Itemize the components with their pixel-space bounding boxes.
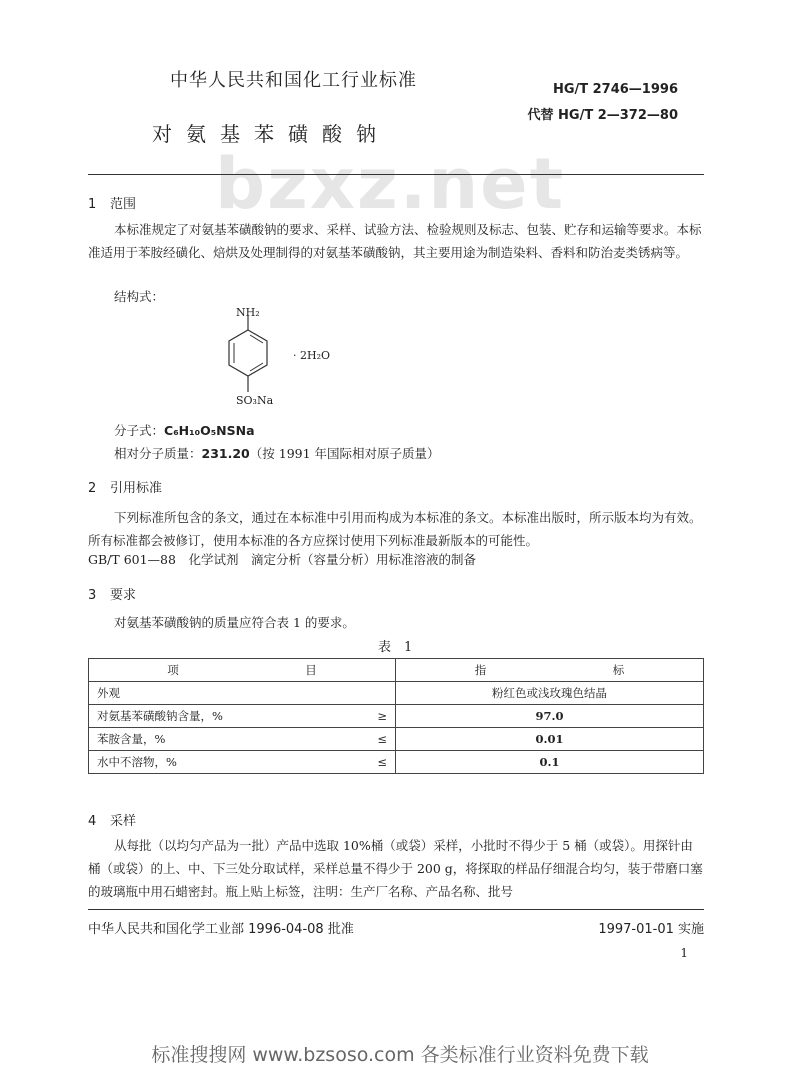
standard-name: 中华人民共和国化工行业标准 bbox=[170, 70, 417, 91]
formula-label: 分子式： bbox=[114, 423, 165, 438]
section-1-title: 范围 bbox=[110, 197, 137, 212]
approval-line: 中华人民共和国化学工业部 1996-04-08 批准 bbox=[88, 922, 354, 937]
implementation-date: 1997-01-01 实施 bbox=[598, 922, 704, 937]
row-operator: ≤ bbox=[335, 751, 396, 774]
row-value: 粉红色或浅玫瑰色结晶 bbox=[396, 682, 704, 705]
row-operator: ≥ bbox=[335, 705, 396, 728]
row-operator: ≤ bbox=[335, 728, 396, 751]
section-2-title: 引用标准 bbox=[110, 481, 163, 496]
row-item: 外观 bbox=[89, 682, 396, 705]
row-item: 苯胺含量，% bbox=[89, 728, 336, 751]
document-title: 对氨基苯磺酸钠 bbox=[152, 122, 390, 146]
page-number: 1 bbox=[680, 946, 688, 960]
section-4-paragraph: 从每批（以均匀产品为一批）产品中选取 10%桶（或袋）采样，小批时不得少于 5 桶（或袋）。用探针由桶（或袋）的上、中、下三处分取试样，采样总量不得少于 200 g，将探取的样品仔细混合均匀，装于带磨口塞的玻璃瓶中用石蜡密封。瓶上贴上标签，注明：生产厂名称、产品名称、批号 bbox=[88, 838, 703, 899]
table-header-row bbox=[89, 659, 704, 682]
structure-label: 结构式： bbox=[114, 289, 165, 304]
header-item: 项 目 bbox=[89, 659, 396, 682]
section-1-number: 1 bbox=[88, 197, 97, 212]
water-of-hydration: · 2H₂O bbox=[293, 349, 331, 362]
replaces-standard: 代替 HG/T 2—372—80 bbox=[527, 108, 678, 123]
section-4-heading bbox=[88, 810, 136, 829]
row-value: 0.1 bbox=[396, 751, 704, 774]
site-banner: 标准搜搜网 www.bzsoso.com 各类标准行业资料免费下载 bbox=[151, 1044, 649, 1066]
section-4-title: 采样 bbox=[110, 814, 137, 829]
standard-number: HG/T 2746—1996 bbox=[552, 82, 678, 97]
molecular-formula-line bbox=[114, 421, 255, 439]
section-1-paragraph: 本标准规定了对氨基苯磺酸钠的要求、采样、试验方法、检验规则及标志、包装、贮存和运输等要求。本标准适用于苯胺经磺化、焙烘及处理制得的对氨基苯磺酸钠，其主要用途为制造染料、香料和防治麦类锈病等。 bbox=[88, 222, 702, 260]
table-row bbox=[89, 705, 704, 728]
row-item: 水中不溶物，% bbox=[89, 751, 336, 774]
section-3-paragraph: 对氨基苯磺酸钠的质量应符合表 1 的要求。 bbox=[114, 615, 355, 630]
table-caption: 表 1 bbox=[378, 640, 413, 655]
table-row bbox=[89, 751, 704, 774]
nh2-group: NH₂ bbox=[236, 306, 260, 319]
reference-standard: GB/T 601—88 化学试剂 滴定分析（容量分析）用标准溶液的制备 bbox=[88, 552, 476, 567]
mass-label: 相对分子质量： bbox=[114, 446, 202, 461]
table-row bbox=[89, 728, 704, 751]
section-4-number: 4 bbox=[88, 814, 97, 829]
row-item: 对氨基苯磺酸钠含量，% bbox=[89, 705, 336, 728]
header-index: 指 标 bbox=[396, 659, 704, 682]
footer-rule bbox=[88, 909, 704, 910]
section-2-paragraph: 下列标准所包含的条文，通过在本标准中引用而构成为本标准的条文。本标准出版时，所示版本均为有效。所有标准都会被修订，使用本标准的各方应探讨使用下列标准最新版本的可能性。 bbox=[88, 510, 702, 548]
row-value: 97.0 bbox=[396, 705, 704, 728]
row-value: 0.01 bbox=[396, 728, 704, 751]
so3na-group: SO₃Na bbox=[236, 394, 274, 407]
section-3-heading bbox=[88, 584, 136, 603]
mass-value: 231.20 bbox=[201, 446, 250, 461]
section-2-heading bbox=[88, 477, 162, 496]
section-1-heading bbox=[88, 193, 136, 212]
molecular-mass-line bbox=[114, 444, 440, 462]
requirements-table bbox=[88, 658, 704, 774]
mass-note: （按 1991 年国际相对原子质量） bbox=[249, 446, 440, 461]
section-3-number: 3 bbox=[88, 588, 97, 603]
table-row bbox=[89, 682, 704, 705]
section-2-number: 2 bbox=[88, 481, 97, 496]
watermark-text: bzxz.net bbox=[215, 143, 566, 225]
header-rule bbox=[88, 174, 704, 175]
section-3-title: 要求 bbox=[110, 588, 137, 603]
formula-value: C₆H₁₀O₅NSNa bbox=[164, 423, 255, 438]
